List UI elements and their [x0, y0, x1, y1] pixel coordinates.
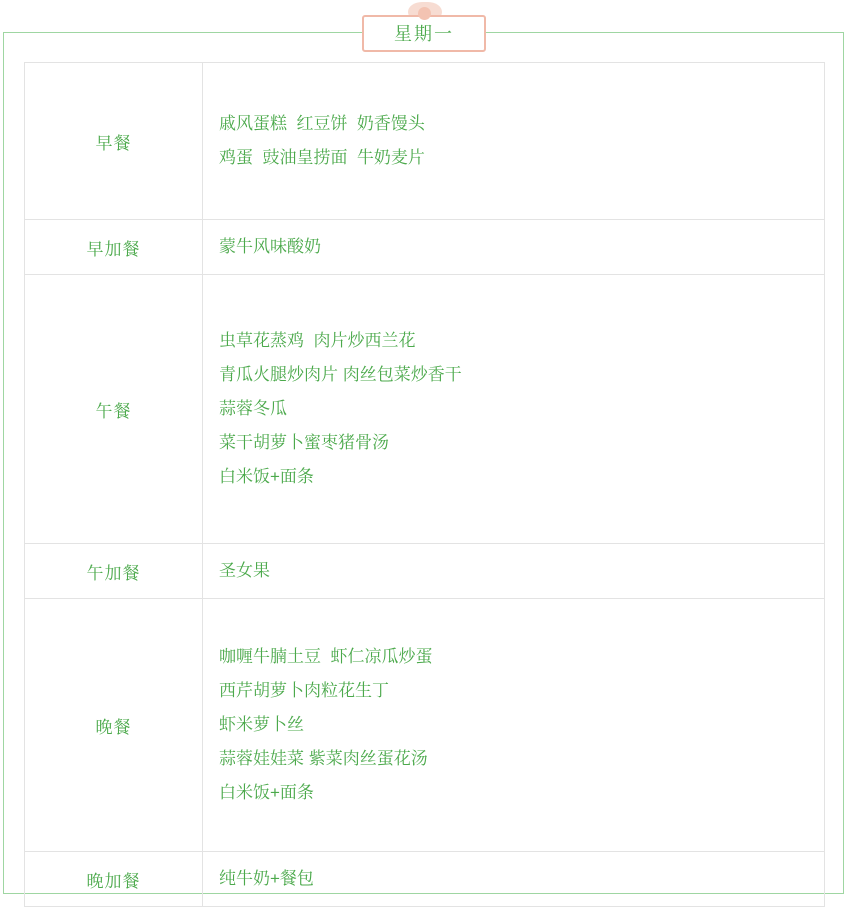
meal-items-afternoon-snack [203, 544, 825, 599]
meal-label-lunch: 午餐 [25, 275, 203, 544]
list-item: 白米饭+面条 [219, 467, 314, 486]
day-title-tab [362, 15, 486, 52]
meal-label-morning-snack: 早加餐 [25, 220, 203, 275]
table-row [25, 275, 825, 544]
list-item: 蒜蓉娃娃菜 紫菜肉丝蛋花汤 [219, 749, 428, 768]
meal-label-dinner: 晚餐 [25, 599, 203, 852]
table-row [25, 852, 825, 907]
meal-items-lunch [203, 275, 825, 544]
meal-label-evening-snack: 晚加餐 [25, 852, 203, 907]
list-item: 鸡蛋 豉油皇捞面 牛奶麦片 [219, 148, 425, 167]
meal-label-afternoon-snack: 午加餐 [25, 544, 203, 599]
meal-label-breakfast: 早餐 [25, 63, 203, 220]
list-item: 西芹胡萝卜肉粒花生丁 [219, 681, 389, 700]
table-row [25, 599, 825, 852]
list-item: 戚风蛋糕 红豆饼 奶香馒头 [219, 114, 425, 133]
list-item: 菜干胡萝卜蜜枣猪骨汤 [219, 433, 389, 452]
list-item: 蒜蓉冬瓜 [219, 399, 287, 418]
weekly-menu-table [24, 62, 825, 907]
tab-pin-dot-icon [418, 7, 431, 20]
table-row [25, 544, 825, 599]
table-row [25, 220, 825, 275]
meal-items-breakfast [203, 63, 825, 220]
list-item: 纯牛奶+餐包 [219, 869, 314, 888]
meal-items-evening-snack [203, 852, 825, 907]
list-item: 青瓜火腿炒肉片 肉丝包菜炒香干 [219, 365, 462, 384]
list-item: 虫草花蒸鸡 肉片炒西兰花 [219, 331, 416, 350]
meal-items-morning-snack [203, 220, 825, 275]
list-item: 蒙牛风味酸奶 [219, 237, 321, 256]
page-title: 星期一 [394, 23, 454, 44]
list-item: 白米饭+面条 [219, 783, 314, 802]
table-row [25, 63, 825, 220]
list-item: 虾米萝卜丝 [219, 715, 304, 734]
list-item: 咖喱牛腩土豆 虾仁凉瓜炒蛋 [219, 647, 433, 666]
meal-items-dinner [203, 599, 825, 852]
list-item: 圣女果 [219, 561, 270, 580]
